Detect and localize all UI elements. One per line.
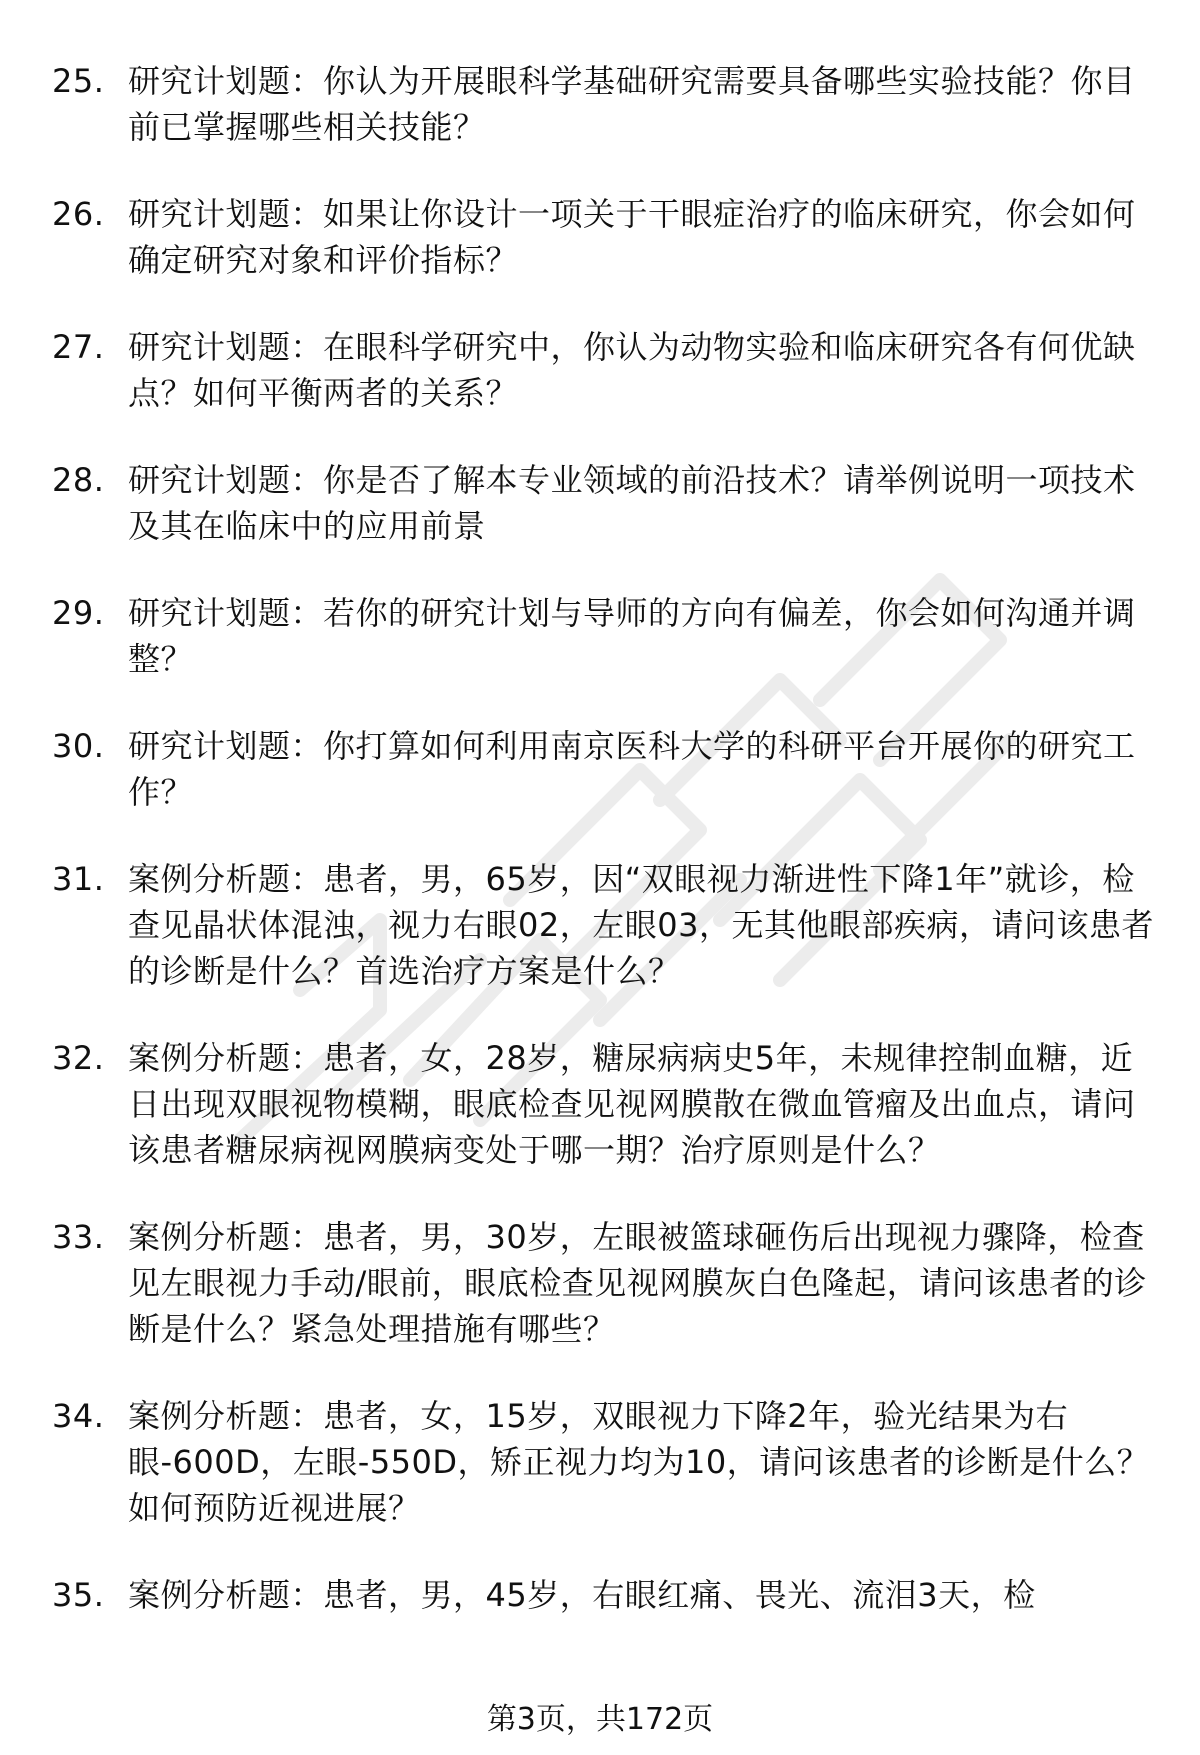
question-item <box>0 191 1200 283</box>
question-text: 研究计划题：在眼科学研究中，你认为动物实验和临床研究各有何优缺点？如何平衡两者的关系？ <box>128 328 1136 412</box>
question-number: 34. <box>52 1397 105 1435</box>
question-number: 32. <box>52 1039 105 1077</box>
page-footer <box>0 1700 1200 1740</box>
question-text: 案例分析题：患者，男，65岁，因“双眼视力渐进性下降1年”就诊，检查见晶状体混浊，视力右眼02，左眼03，无其他眼部疾病，请问该患者的诊断是什么？首选治疗方案是什么？ <box>128 860 1154 990</box>
question-number: 29. <box>52 594 105 632</box>
question-item <box>0 457 1200 549</box>
question-item <box>0 1572 1200 1618</box>
question-item <box>0 723 1200 815</box>
question-text: 案例分析题：患者，男，45岁，右眼红痛、畏光、流泪3天，检 <box>128 1576 1036 1614</box>
question-item <box>0 1035 1200 1173</box>
question-text: 案例分析题：患者，女，15岁，双眼视力下降2年，验光结果为右眼-600D，左眼-550D，矫正视力均为10，请问该患者的诊断是什么？如何预防近视进展？ <box>128 1397 1150 1527</box>
question-item <box>0 856 1200 994</box>
question-text: 案例分析题：患者，女，28岁，糖尿病病史5年，未规律控制血糖，近日出现双眼视物模糊，眼底检查见视网膜散在微血管瘤及出血点，请问该患者糖尿病视网膜病变处于哪一期？治疗原则是什么？ <box>128 1039 1136 1169</box>
question-number: 25. <box>52 62 105 100</box>
question-number: 33. <box>52 1218 105 1256</box>
question-number: 31. <box>52 860 105 898</box>
question-number: 30. <box>52 727 105 765</box>
question-number: 28. <box>52 461 105 499</box>
question-text: 研究计划题：若你的研究计划与导师的方向有偏差，你会如何沟通并调整？ <box>128 594 1136 678</box>
question-text: 研究计划题：你打算如何利用南京医科大学的科研平台开展你的研究工作？ <box>128 727 1136 811</box>
question-item <box>0 590 1200 682</box>
question-text: 研究计划题：你是否了解本专业领域的前沿技术？请举例说明一项技术及其在临床中的应用前景 <box>128 461 1136 545</box>
question-number: 26. <box>52 195 105 233</box>
question-item <box>0 1214 1200 1352</box>
question-text: 研究计划题：如果让你设计一项关于干眼症治疗的临床研究，你会如何确定研究对象和评价指标？ <box>128 195 1136 279</box>
question-text: 案例分析题：患者，男，30岁，左眼被篮球砸伤后出现视力骤降，检查见左眼视力手动/眼前，眼底检查见视网膜灰白色隆起，请问该患者的诊断是什么？紧急处理措施有哪些？ <box>128 1218 1147 1348</box>
question-item <box>0 58 1200 150</box>
question-list <box>0 58 1200 1659</box>
question-item <box>0 324 1200 416</box>
question-number: 27. <box>52 328 105 366</box>
question-number: 35. <box>52 1576 105 1614</box>
question-text: 研究计划题：你认为开展眼科学基础研究需要具备哪些实验技能？你目前已掌握哪些相关技能？ <box>128 62 1136 146</box>
page-number-label: 第3页，共172页 <box>486 1702 714 1737</box>
question-item <box>0 1393 1200 1531</box>
